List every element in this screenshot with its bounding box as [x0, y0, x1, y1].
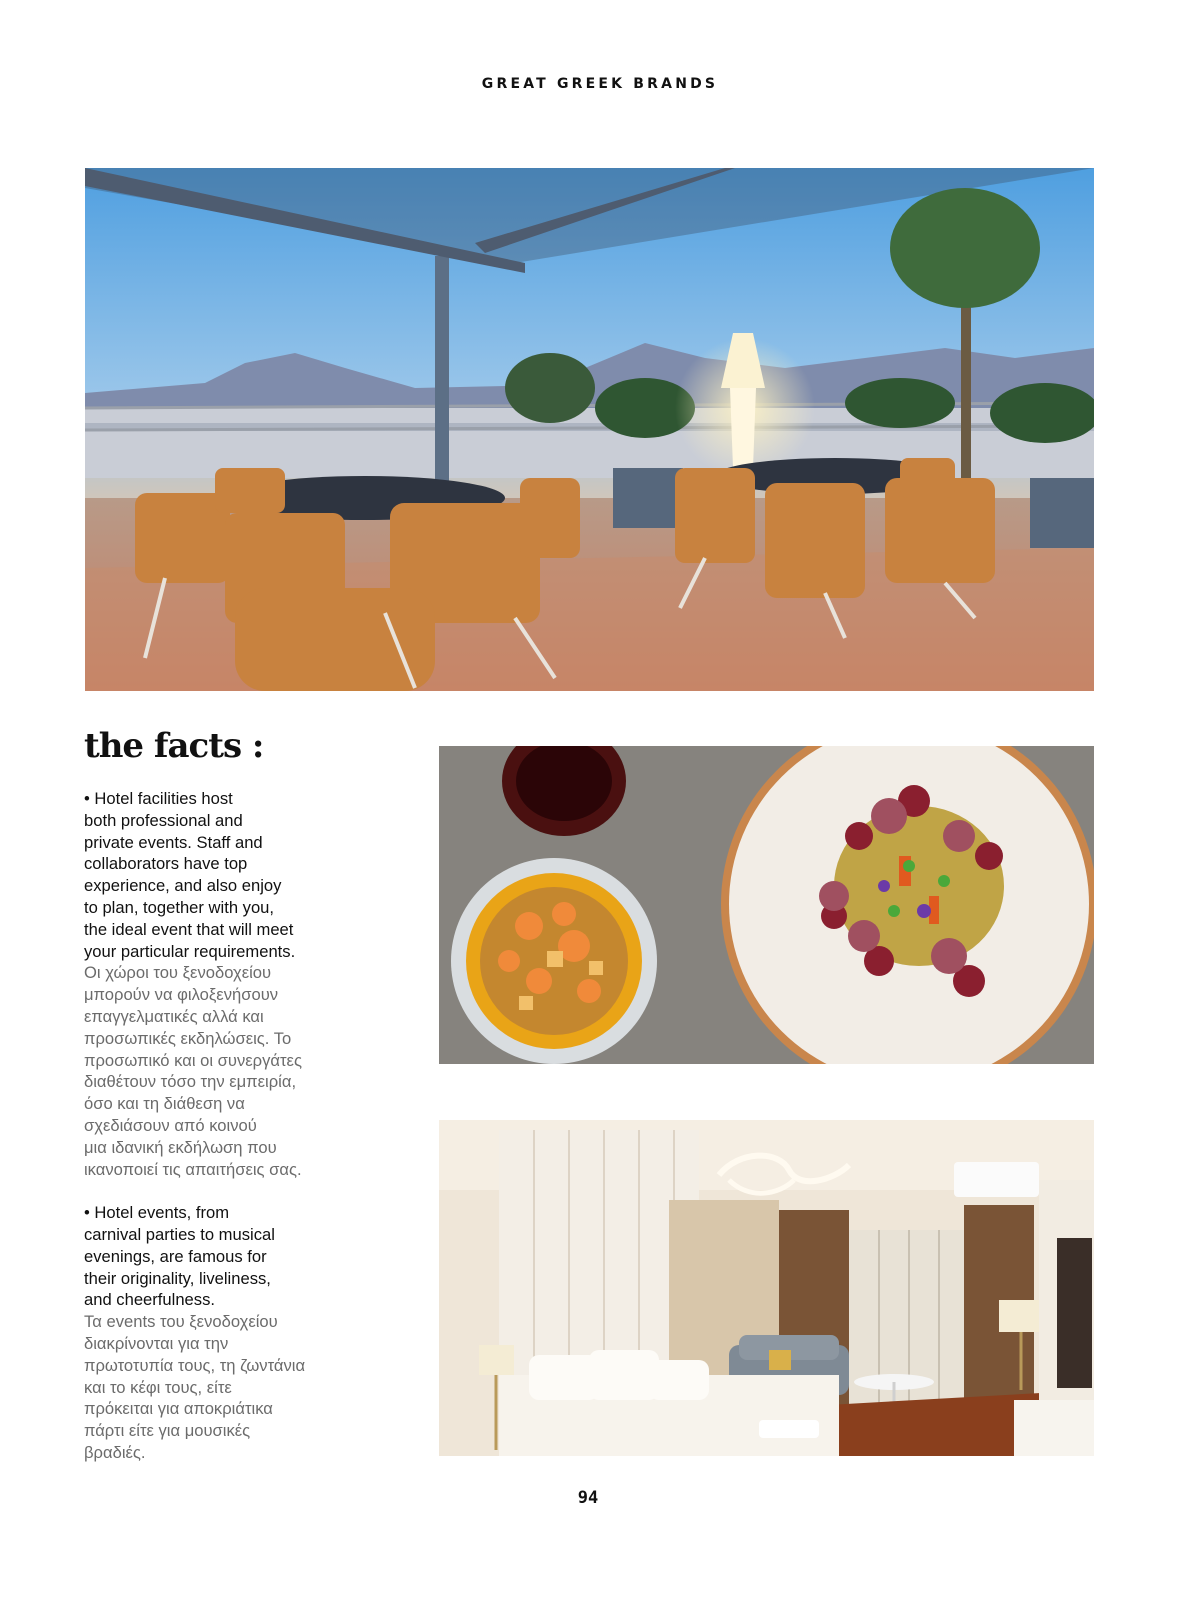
facts-list — [84, 788, 324, 1464]
fact-text-greek: Τα events του ξενοδοχείου διακρίνονται για την πρωτοτυπία τους, τη ζωντάνια και το κέφι τους, είτε πρόκειται για αποκριάτικα πάρτι είτε για μουσικές βραδιές. — [84, 1312, 306, 1462]
page-number: 94 — [577, 1488, 599, 1508]
fact-item — [84, 1202, 324, 1464]
fact-item — [84, 788, 324, 1180]
hotel-room-photo — [439, 1120, 1094, 1456]
facts-heading: the facts : — [84, 726, 264, 766]
fact-text-greek: Οι χώροι του ξενοδοχείου μπορούν να φιλοξενήσουν επαγγελματικές αλλά και προσωπικές εκδηλώσεις. Το προσωπικό και οι συνεργάτες διαθέτουν τόσο την εμπειρία, όσο και τη διάθεση να σχεδιάσουν από κοινού μια ιδανική εκδήλωση που ικανοποιεί τις απαιτήσεις σας. — [84, 963, 302, 1179]
section-title: GREAT GREEK BRANDS — [481, 76, 719, 92]
fact-text-english: • Hotel events, from carnival parties to musical evenings, are famous for their originality, liveliness, and cheerfulness. — [84, 1203, 275, 1310]
fact-text-english: • Hotel facilities host both professional and private events. Staff and collaborators have top experience, and also enjoy to plan, together with you, the ideal event that will meet your particular requirements. — [84, 789, 296, 961]
rooftop-terrace-photo — [85, 168, 1094, 691]
gourmet-dishes-photo — [439, 746, 1094, 1064]
